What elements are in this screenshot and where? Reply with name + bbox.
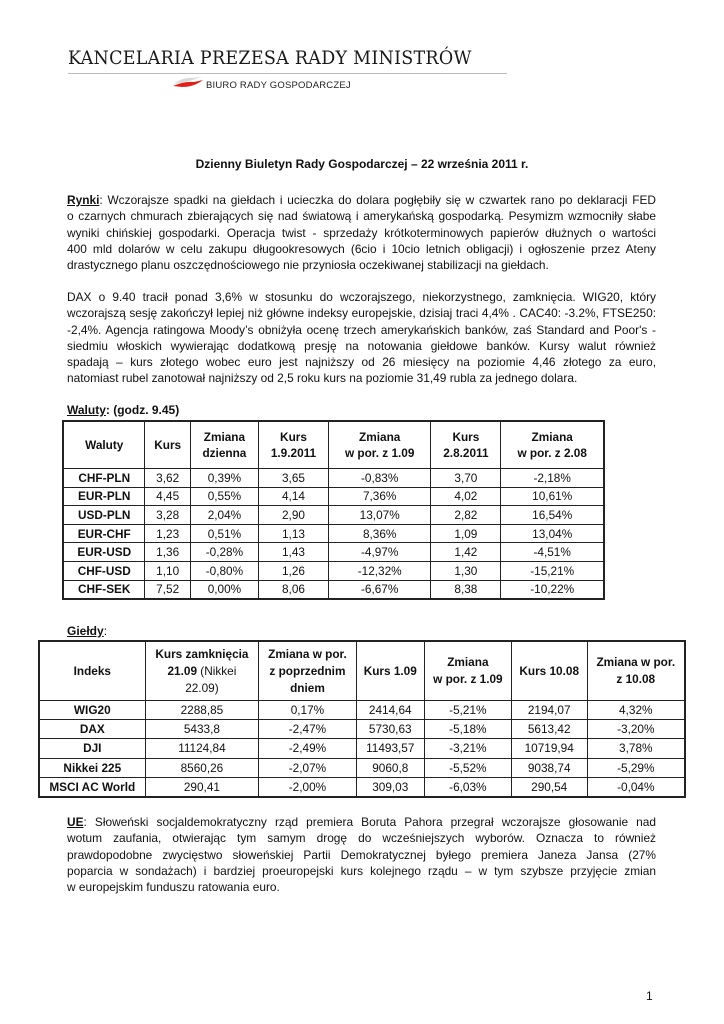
table-cell: -0,80% <box>190 561 258 580</box>
table-cell: 1,23 <box>145 524 190 543</box>
table-cell: 8,06 <box>259 580 329 599</box>
table-cell: -5,29% <box>587 758 685 777</box>
table-cell: -2,49% <box>259 739 356 758</box>
column-header <box>587 641 685 701</box>
table-cell: 2,82 <box>431 506 501 525</box>
header-text: Zmiana <box>359 430 401 444</box>
table-cell: 1,09 <box>431 524 501 543</box>
table-cell: -3,20% <box>587 720 685 739</box>
table-row <box>39 777 685 797</box>
header-text: Kurs 10.08 <box>519 663 580 678</box>
row-label: USD-PLN <box>63 506 145 525</box>
header-text: dniem <box>290 680 325 695</box>
table-cell: -4,51% <box>501 543 604 562</box>
table-row <box>39 758 685 777</box>
table-cell: -3,21% <box>424 739 511 758</box>
table-cell: 2,04% <box>190 506 258 525</box>
table-cell: 7,52 <box>145 580 190 599</box>
header-text: z 10.08 <box>616 672 656 686</box>
table-row <box>63 524 604 543</box>
header-text: w por. z 1.09 <box>344 446 415 460</box>
header-text: Indeks <box>73 663 111 678</box>
table-cell: -5,18% <box>424 720 511 739</box>
column-header <box>511 641 587 701</box>
header-text: w por. z 1.09 <box>433 672 503 686</box>
header-text: Kurs <box>154 438 182 452</box>
table-cell: 8,38 <box>431 580 501 599</box>
row-label: DJI <box>39 739 145 758</box>
table-row <box>63 543 604 562</box>
table-cell: -10,22% <box>501 580 604 599</box>
currencies-table <box>62 420 605 600</box>
header-text: dzienna <box>202 446 247 460</box>
table-cell: 2,90 <box>259 506 329 525</box>
text-line: w europejskim funduszu ratowania euro. <box>67 880 280 895</box>
unit-name: BIURO RADY GOSPODARCZEJ <box>206 80 351 91</box>
table-cell: 11493,57 <box>356 739 424 758</box>
table-cell: 7,36% <box>328 487 430 506</box>
header-row <box>39 641 685 701</box>
table-cell: 1,42 <box>431 543 501 562</box>
text-line: DAX o 9.40 tracił ponad 3,6% w stosunku do wczorajszego, niekorzystnego, zamknięcia. WIG20, który <box>67 290 656 304</box>
header-text: Zmiana <box>203 430 246 444</box>
table-cell: 9060,8 <box>356 758 424 777</box>
stocks-colon: : <box>103 624 108 638</box>
row-label: MSCI AC World <box>39 777 145 797</box>
table-cell: 5730,63 <box>356 720 424 739</box>
table-cell: 4,02 <box>431 487 501 506</box>
header-text: Waluty <box>85 438 124 452</box>
table-cell: 1,36 <box>145 543 190 562</box>
text-line: natomiast rubel zanotował najniższy od 2,5 roku kurs na poziomie 31,49 rubla za jednego dolara. <box>67 371 578 386</box>
header-text: w por. z 2.08 <box>517 446 587 460</box>
table-row <box>39 739 685 758</box>
table-row <box>63 469 604 488</box>
table-cell: 11124,84 <box>145 739 259 758</box>
currencies-time: : (godz. 9.45) <box>105 403 180 417</box>
header-text: 1.9.2011 <box>270 446 317 460</box>
column-header <box>356 641 424 701</box>
row-label: EUR-CHF <box>63 524 145 543</box>
header-text: Kurs <box>280 430 307 444</box>
column-header <box>190 421 258 469</box>
header-text: Zmiana <box>531 430 573 444</box>
currencies-label: Waluty <box>67 403 106 417</box>
table-cell: 290,54 <box>511 777 587 797</box>
column-header <box>63 421 145 469</box>
table-cell: 13,07% <box>328 506 430 525</box>
table-cell: 5613,42 <box>511 720 587 739</box>
table-cell: 1,30 <box>431 561 501 580</box>
table-cell: 16,54% <box>501 506 604 525</box>
column-header <box>501 421 604 469</box>
row-label: DAX <box>39 720 145 739</box>
header-text: Kurs zamknięcia <box>155 646 249 661</box>
table-cell: -0,04% <box>587 777 685 797</box>
text-line: wczorajszą sesję zakończył lepiej niż główne indeksy europejskie, dzisiaj traci 4,4% . CAC40: -3.2%, FTSE250: <box>67 306 656 321</box>
row-label: Nikkei 225 <box>39 758 145 777</box>
column-header <box>39 641 145 701</box>
table-row <box>39 720 685 739</box>
row-label: EUR-PLN <box>63 487 145 506</box>
stocks-heading <box>67 624 107 638</box>
table-row <box>63 487 604 506</box>
table-cell: 10,61% <box>501 487 604 506</box>
text-line: : Wczorajsze spadki na giełdach i ucieczka do dolara pogłębiły się w czwartek rano po deklaracji FED <box>99 193 656 207</box>
table-cell: 2288,85 <box>145 701 259 720</box>
table-cell: 3,62 <box>145 469 190 488</box>
table-cell: -2,18% <box>501 469 604 488</box>
table-cell: 3,78% <box>587 739 685 758</box>
header-text: Zmiana <box>447 655 489 669</box>
table-cell: 290,41 <box>145 777 259 797</box>
eu-paragraph <box>67 814 656 895</box>
table-row <box>39 701 685 720</box>
column-header <box>145 641 259 701</box>
table-cell: -2,00% <box>259 777 356 797</box>
text-line: o czarnych chmurach zbierających się nad światową i amerykańską gospodarką. Pesymizm wzmocniły słabe <box>67 209 656 224</box>
section-label-rynki: Rynki <box>67 193 100 207</box>
table-cell: -5,52% <box>424 758 511 777</box>
row-label: EUR-USD <box>63 543 145 562</box>
table-cell: -12,32% <box>328 561 430 580</box>
header-text: Zmiana w por. <box>268 646 347 661</box>
markets-paragraph <box>67 192 656 273</box>
dax-paragraph <box>67 289 656 387</box>
column-header <box>424 641 511 701</box>
text-line: wotum zaufania, otwierając tym samym drogę do wcześniejszych wyborów. Oznacza to również <box>67 831 656 846</box>
column-header <box>431 421 501 469</box>
table-cell: 0,39% <box>190 469 258 488</box>
table-cell: 0,51% <box>190 524 258 543</box>
table-cell: 1,13 <box>259 524 329 543</box>
table-cell: 4,45 <box>145 487 190 506</box>
table-cell: 4,14 <box>259 487 329 506</box>
table-cell: 1,10 <box>145 561 190 580</box>
header-text: z poprzednim <box>269 663 346 678</box>
table-row <box>63 580 604 599</box>
header-row <box>63 421 604 469</box>
table-cell: 309,03 <box>356 777 424 797</box>
column-header <box>259 421 329 469</box>
stocks-label: Giełdy <box>67 624 104 638</box>
table-cell: 4,32% <box>587 701 685 720</box>
column-header <box>328 421 430 469</box>
text-line: poparcia w sondażach) i bardziej proeuropejski kurs kolejnego rządu – w tym szybsze przyjęcie zmian <box>67 863 656 878</box>
table-cell: -2,47% <box>259 720 356 739</box>
table-cell: 9038,74 <box>511 758 587 777</box>
table-cell: -4,97% <box>328 543 430 562</box>
header-text: Zmiana w por. <box>596 655 676 669</box>
table-cell: -2,07% <box>259 758 356 777</box>
table-cell: -6,67% <box>328 580 430 599</box>
row-label: CHF-SEK <box>63 580 145 599</box>
table-cell: 0,17% <box>259 701 356 720</box>
organization-name: KANCELARIA PREZESA RADY MINISTRÓW <box>68 47 472 69</box>
text-line: spadają – kurs złotego wobec euro jest najniższy od 26 miesięcy na poziomie 4,46 złotego za euro, <box>67 355 656 370</box>
table-cell: 0,00% <box>190 580 258 599</box>
table-row <box>63 506 604 525</box>
column-header <box>145 421 190 469</box>
polish-flag-logo-icon <box>172 75 204 89</box>
table-cell: 2194,07 <box>511 701 587 720</box>
table-cell: -0,28% <box>190 543 258 562</box>
table-cell: 3,28 <box>145 506 190 525</box>
header-text: 2.8.2011 <box>443 446 489 460</box>
currencies-heading <box>67 403 179 417</box>
header-text: Kurs 1.09 <box>363 663 417 678</box>
header-text: 22.09) <box>185 680 219 695</box>
text-line: drastycznego planu oszczędnościowego nie przyniosła oczekiwanej stabilizacji na giełdach. <box>67 258 549 273</box>
table-cell: 3,70 <box>431 469 501 488</box>
row-label: WIG20 <box>39 701 145 720</box>
section-label-ue: UE <box>67 815 84 829</box>
table-cell: 1,43 <box>259 543 329 562</box>
table-cell: 8560,26 <box>145 758 259 777</box>
table-cell: 8,36% <box>328 524 430 543</box>
text-line: 400 mld dolarów w celu zakupu długookresowych (6cio i 10cio letnich obligacji) i ogłoszenie przez Ateny <box>67 241 656 256</box>
table-cell: -0,83% <box>328 469 430 488</box>
table-cell: 3,65 <box>259 469 329 488</box>
header-divider <box>68 73 507 74</box>
table-cell: 2414,64 <box>356 701 424 720</box>
table-row <box>63 561 604 580</box>
column-header <box>259 641 356 701</box>
table-cell: 1,26 <box>259 561 329 580</box>
table-cell: -5,21% <box>424 701 511 720</box>
table-cell: 5433,8 <box>145 720 259 739</box>
text-line: : Słoweński socjaldemokratyczny rząd premiera Boruta Pahora przegrał wczorajsze głosowanie nad <box>83 815 656 829</box>
row-label: CHF-USD <box>63 561 145 580</box>
text-line: wyniki chińskiej gospodarki. Operacja twist - sprzedaży krótkoterminowych papierów dłużnych o wartości <box>67 225 656 240</box>
row-label: CHF-PLN <box>63 469 145 488</box>
text-line: siedmiu włoskich wywierając dodatkową presję na notowania giełdowe banków. Kursy walut również <box>67 338 656 353</box>
table-cell: 13,04% <box>501 524 604 543</box>
page-number: 1 <box>646 989 653 1003</box>
text-line: prawdopodobne zwycięstwo słoweńskiej Partii Demokratycznej byłego premiera Janeza Jansa (27% <box>67 847 656 862</box>
table-cell: -15,21% <box>501 561 604 580</box>
header-text: Kurs <box>452 430 480 444</box>
table-cell: 0,55% <box>190 487 258 506</box>
table-cell: -6,03% <box>424 777 511 797</box>
document-title: Dzienny Biuletyn Rady Gospodarczej – 22 września 2011 r. <box>195 157 529 171</box>
text-line: -2,4%. Agencja ratingowa Moody’s obniżyła ocenę trzech amerykańskich banków, zaś Standard and Poor's - <box>67 322 656 337</box>
header-text: 21.09 (Nikkei <box>167 663 237 678</box>
table-cell: 10719,94 <box>511 739 587 758</box>
stock-indices-table <box>38 640 686 798</box>
